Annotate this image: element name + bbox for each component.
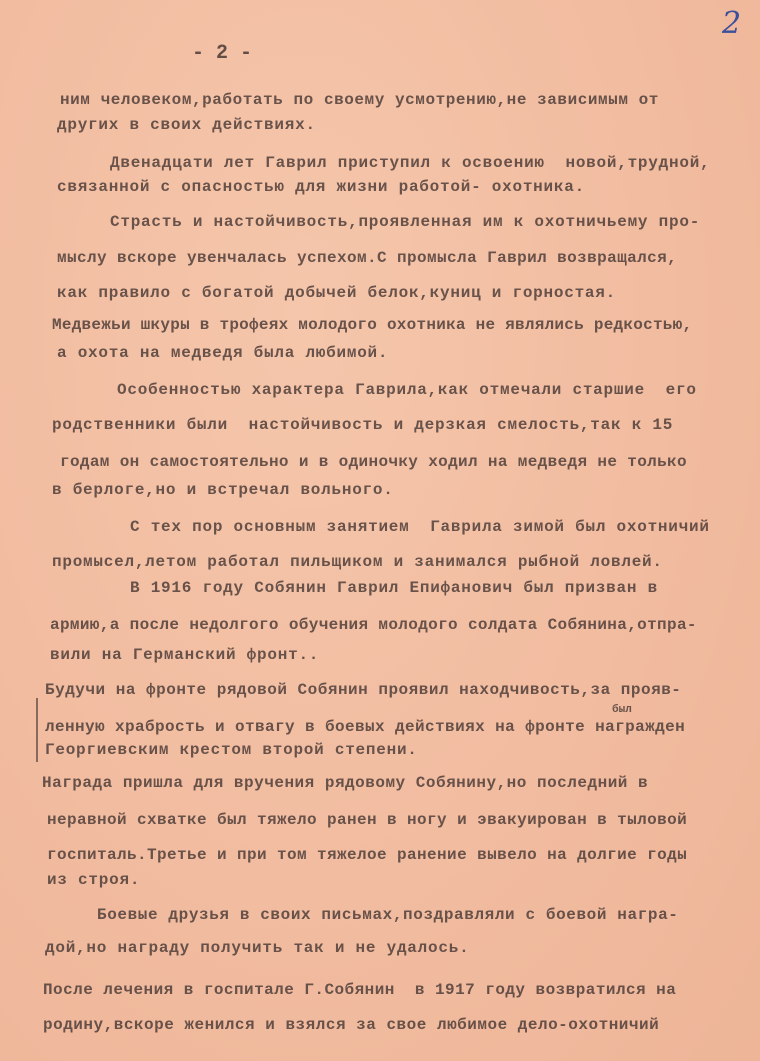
- text-line: ленную храбрость и отвагу в боевых действиях на фронте награжден: [45, 718, 686, 736]
- text-line: Награда пришла для вручения рядовому Собянину,но последний в: [42, 774, 649, 792]
- text-line: Будучи на фронте рядовой Собянин проявил находчивость,за прояв-: [45, 681, 682, 699]
- text-line: госпиталь.Третье и при том тяжелое ранение вывело на долгие годы: [47, 846, 688, 864]
- text-line: годам он самостоятельно и в одиночку ходил на медведя не только: [60, 453, 687, 471]
- text-line: неравной схватке был тяжело ранен в ногу и эвакуирован в тыловой: [47, 811, 688, 829]
- text-line: После лечения в госпитале Г.Собянин в 1917 году возвратился на: [43, 981, 677, 999]
- text-line: С тех пор основным занятием Гаврила зимой был охотничий: [130, 518, 710, 536]
- typed-page-number: - 2 -: [192, 42, 253, 65]
- text-line: Георгиевским крестом второй степени.: [45, 741, 418, 759]
- margin-mark: [36, 698, 38, 762]
- text-line: Медвежьи шкуры в трофеях молодого охотника не являлись редкостью,: [52, 316, 693, 334]
- text-line: Страсть и настойчивость,проявленная им к охотничьему про-: [110, 213, 701, 231]
- text-line: вили на Германский фронт..: [50, 646, 320, 664]
- text-line: из строя.: [47, 871, 141, 889]
- text-line: ним человеком,работать по своему усмотрению,не зависимым от: [60, 91, 659, 109]
- text-line: дой,но награду получить так и не удалось.: [45, 939, 470, 957]
- text-line: Боевые друзья в своих письмах,поздравляли с боевой награ-: [97, 906, 679, 924]
- text-line: мыслу вскоре увенчалась успехом.С промысла Гаврил возвращался,: [57, 249, 678, 267]
- text-line: В 1916 году Собянин Гаврил Епифанович был призван в: [130, 579, 658, 597]
- text-line: связанной с опасностью для жизни работой- охотника.: [57, 178, 585, 196]
- text-line: родственники были настойчивость и дерзкая смелость,так к 15: [52, 416, 674, 434]
- text-line: Двенадцати лет Гаврил приступил к освоению новой,трудной,: [110, 154, 711, 172]
- text-line: как правило с богатой добычей белок,куниц и горностая.: [57, 284, 616, 302]
- text-line: других в своих действиях.: [57, 116, 316, 134]
- handwritten-page-number: 2: [722, 6, 742, 41]
- text-line: промысел,летом работал пильщиком и занимался рыбной ловлей.: [52, 553, 663, 571]
- text-line: родину,вскоре женился и взялся за свое любимое дело-охотничий: [43, 1016, 660, 1034]
- text-line: в берлоге,но и встречал вольного.: [52, 481, 394, 499]
- text-line: армию,а после недолгого обучения молодого солдата Собянина,отпра-: [50, 616, 697, 634]
- text-line: Особенностью характера Гаврила,как отмечали старшие его: [117, 381, 697, 399]
- text-line: а охота на медведя была любимой.: [57, 344, 389, 362]
- handwritten-insertion: был: [612, 704, 632, 716]
